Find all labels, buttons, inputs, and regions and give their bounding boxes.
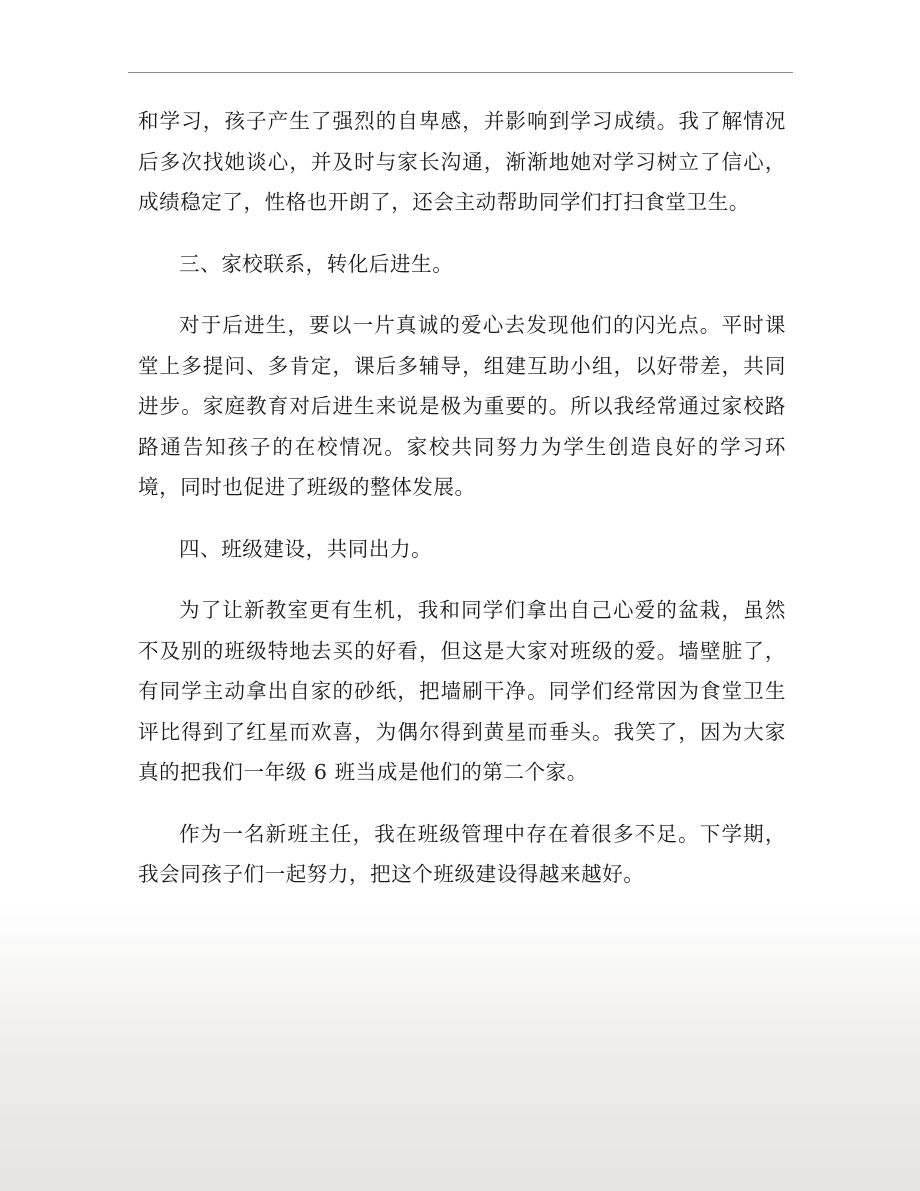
paragraph-conclusion: 作为一名新班主任，我在班级管理中存在着很多不足。下学期，我会同孩子们一起努力，把这个班级建设得越来越好。: [138, 821, 786, 886]
document-body: [138, 101, 786, 895]
paragraph-underachievers: 对于后进生，要以一片真诚的爱心去发现他们的闪光点。平时课堂上多提问、多肯定，课后多辅导，组建互助小组，以好带差，共同进步。家庭教育对后进生来说是极为重要的。所以我经常通过家校路路通告知孩子的在校情况。家校共同努力为学生创造良好的学习环境，同时也促进了班级的整体发展。: [138, 313, 786, 499]
paragraph-continued: 和学习，孩子产生了强烈的自卑感，并影响到学习成绩。我了解情况后多次找她谈心，并及时与家长沟通，渐渐地她对学习树立了信心，成绩稳定了，性格也开朗了，还会主动帮助同学们打扫食堂卫生。: [138, 109, 786, 214]
paragraph-classroom: 为了让新教室更有生机，我和同学们拿出自己心爱的盆栽，虽然不及别的班级特地去买的好看，但这是大家对班级的爱。墙壁脏了，有同学主动拿出自家的砂纸，把墙刷干净。同学们经常因为食堂卫生评比得到了红星而欢喜，为偶尔得到黄星而垂头。我笑了，因为大家真的把我们一年级 6 班当成是他们的第二个家。: [138, 598, 786, 784]
header-rule: [128, 72, 793, 73]
section-heading-home-school: 三、家校联系，转化后进生。: [179, 251, 454, 276]
section-heading-class-building: 四、班级建设，共同出力。: [179, 536, 433, 561]
